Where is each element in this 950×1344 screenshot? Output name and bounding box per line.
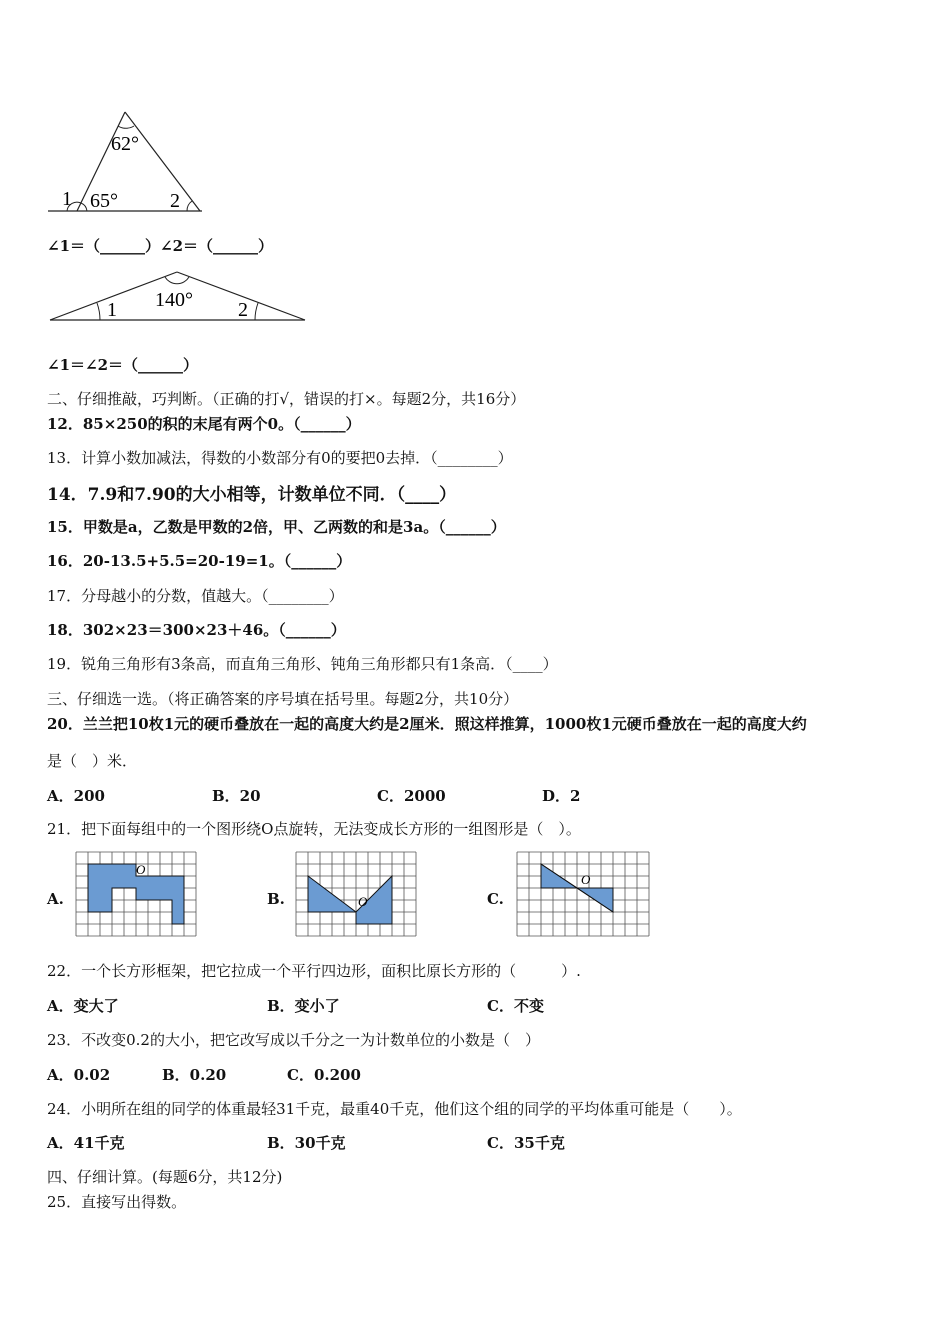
grid-c-o-label: O	[581, 872, 591, 887]
fig1-angle1-label: 1	[62, 188, 72, 210]
q20-option-c: C．2000	[377, 787, 446, 805]
q21-label-c: C.	[487, 890, 504, 908]
question-18: 18．302×23＝300×23＋46。（______）	[47, 621, 346, 639]
q20-option-b: B．20	[212, 787, 261, 805]
fig2-angle1-label: 1	[107, 299, 117, 321]
question-12: 12．85×250的积的末尾有两个0。（______）	[47, 415, 361, 433]
grid-c-lines	[517, 852, 649, 936]
question-25: 25．直接写出得数。	[47, 1193, 187, 1211]
q22-option-c: C．不变	[487, 997, 544, 1015]
q23-option-b: B．0.20	[162, 1066, 227, 1084]
q23-option-c: C．0.200	[287, 1066, 361, 1084]
question-20-line1: 20．兰兰把10枚1元的硬币叠放在一起的高度大约是2厘米．照这样推算，1000枚1元硬币叠放在一起的高度大约	[47, 715, 807, 733]
q22-option-b: B．变小了	[267, 997, 340, 1015]
fig1-base-angle: 65°	[90, 190, 118, 212]
question-21: 21．把下面每组中的一个图形绕O点旋转，无法变成长方形的一组图形是（ ）。	[47, 820, 581, 838]
question-22: 22．一个长方形框架，把它拉成一个平行四边形，面积比原长方形的（ ）.	[47, 962, 581, 980]
fig2-angle2-label: 2	[238, 299, 248, 321]
section-3-heading: 三、仔细选一选。（将正确答案的序号填在括号里。每题2分，共10分）	[47, 690, 519, 708]
section-2-heading: 二、仔细推敲，巧判断。（正确的打√，错误的打×。每题2分，共16分）	[47, 390, 526, 408]
section-4-heading: 四、仔细计算。(每题6分，共12分)	[47, 1168, 283, 1186]
grid-figure-c	[517, 852, 651, 938]
question-16: 16．20-13.5+5.5=20-19=1。（______）	[47, 552, 352, 570]
q24-option-b: B．30千克	[267, 1134, 346, 1152]
triangle-figure-2	[45, 270, 315, 330]
question-13: 13．计算小数加减法，得数的小数部分有0的要把0去掉．（________）	[47, 449, 513, 467]
question-20-line2: 是（ ）米．	[47, 752, 138, 770]
q23-option-a: A．0.02	[47, 1066, 111, 1084]
q21-label-b: B.	[267, 890, 285, 908]
question-fig1-angles: ∠1＝（______）∠2＝（______）	[47, 237, 274, 255]
triangle-figure-1	[40, 105, 240, 225]
q20-option-a: A．200	[47, 787, 105, 805]
question-15: 15．甲数是a，乙数是甲数的2倍，甲、乙两数的和是3a。（______）	[47, 518, 506, 536]
grid-b-o-label: O	[358, 894, 368, 909]
question-19: 19．锐角三角形有3条高，而直角三角形、钝角三角形都只有1条高．（____）	[47, 655, 558, 673]
grid-figure-b	[296, 852, 418, 938]
fig2-top-angle: 140°	[155, 289, 193, 311]
q24-option-c: C．35千克	[487, 1134, 565, 1152]
q21-label-a: A.	[47, 890, 64, 908]
question-23: 23．不改变0.2的大小，把它改写成以千分之一为计数单位的小数是（ ）	[47, 1031, 540, 1049]
q22-option-a: A．变大了	[47, 997, 119, 1015]
question-24: 24．小明所在组的同学的体重最轻31千克，最重40千克，他们这个组的同学的平均体重可能是（ ）。	[47, 1100, 742, 1118]
question-fig2-angles: ∠1＝∠2＝（______）	[47, 356, 199, 374]
grid-a-o-label: O	[136, 862, 146, 877]
fig1-angle2-label: 2	[170, 190, 180, 212]
question-14: 14．7.9和7.90的大小相等，计数单位不同．（____）	[47, 485, 457, 505]
q24-option-a: A．41千克	[47, 1134, 125, 1152]
grid-figure-a	[76, 852, 198, 938]
question-17: 17．分母越小的分数，值越大。（________）	[47, 587, 344, 605]
fig1-top-angle: 62°	[111, 133, 139, 155]
q20-option-d: D．2	[542, 787, 581, 805]
